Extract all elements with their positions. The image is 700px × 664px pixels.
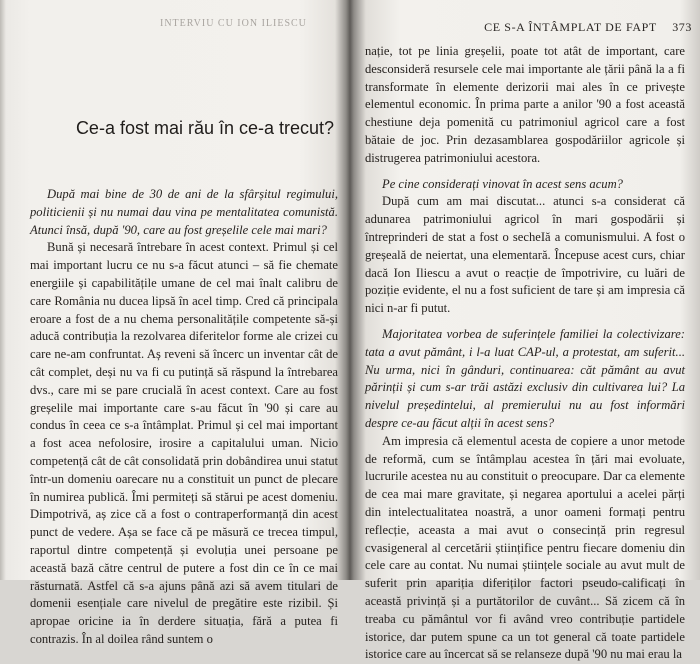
right-running-header (484, 20, 692, 35)
section-title: Ce-a fost mai rău în ce-a trecut? (75, 118, 335, 138)
right-answer-1: După cum am mai discutat... atunci s-a considerat că adunarea patrimoniului agricol în mari gospodării și întreprinderi de stat a fost o secheIă a comunismului. A fost o greșeală de neiertat, una elementară. Începuse acest curs, chiar dacă Ion Iliescu a avut o reacție de împotrivire, cu luări de poziție evidente, el nu a fost suficient de tare și am impresia că nici n-ar fi putut. (365, 194, 685, 316)
right-question-1: Pe cine considerați vinovat în acest sens acum? (382, 176, 623, 191)
left-answer: Bună și necesară întrebare în acest context. Primul și cel mai important lucru ce nu s-a făcut atunci – să fie chemate energiile și capabilitățile umane de cel mai înalt calibru de care România nu ducea lipsă în acel timp. Cred că principala eroare a fost de a nu chema personalitățile competente să-și aducă contribuția la rezolvarea diferitelor forme ale crizei cu care ne-am confruntat. Aș reveni să încerc un inventar cât de cât complet, deși nu va fi cu putință să răspund la întrebarea dvs., care mi se pare crucială în acest context. Care au fost greșelile mai importante care s-au făcut în '90 și care au condus în ceea ce s-a întâmplat. Primul și cel mai important a fost acea nefolosire, irosire a capitalului uman. Nicio competență cât de cât consolidată prin dobândirea unui statut într-un domeniu oarecare nu a constituit un punct de plecare în numirea publică. Îmi permiteți să stărui pe acest domeniu. Dimpotrivă, aș zice că a fost o contraperformanță din acest punct de vedere. Așa se face că pe măsură ce trecea timpul, raportul dintre competență și evoluția unei persoane pe această bază către centrul de putere a fost din ce în ce mai răsturnată. Astfel că s-a ajuns până azi să avem titulari de domenii esențiale care nivelul de pregătire este rizibil. Și apropae oricine ia în derdere situația, fără a putea fi contrazis. În al doilea rând suntem o (30, 240, 338, 646)
left-body (30, 186, 338, 649)
left-question: După mai bine de 30 de ani de la sfârșitul regimului, politicienii și nu numai dau vina pe mentalitatea comunistă. Atunci însă, după '90, care au fost greșelile cele mai mari? (30, 187, 338, 237)
left-running-header: INTERVIU CU ION ILIESCU (160, 18, 307, 29)
right-header-title: CE S-A ÎNTÂMPLAT DE FAPT (484, 20, 657, 34)
page-number: 373 (672, 20, 692, 34)
right-answer-2: Am impresia că elementul acesta de copiere a unor metode de reformă, cum se întâmplau acestea în țări mai evoluate, lucrurile acestea nu au constituit o preocupare. Dar ca elemente de cea mai mare gravitate, și negarea aportului a acelei părți din intelectualitatea noastră, a unor oameni formați pentru reflecție, aceasta a mai avut o consecință prin regresul cvasigeneral al cercetării științifice pentru fiecare domeniu din cele care au contat. Nu numai științele sociale au avut mult de suferit prin apariția diferiților factori pseudo-calificați în această privință și a purtătorilor de cuvânt... Să zicem că în treaba cu pământul vor fi având vreo contribuție partidele istorice, dar putem spune ca un tot general că toate partidele istorice care au încercat să se relanseze după '90 nu mai erau la (365, 433, 685, 662)
right-paragraph-continued: nație, tot pe linia greșelii, poate tot atât de important, care desconsideră resursele cele mai importante ale țării până la a fi transformate în elemente derizorii mai ales în ce privește elementul economic. În prima parte a anilor '90 a fost această chestiune deja pomenită cu patrimoniul agricol care a fost bătaie de joc. Prin dezasamblarea gospodăriilor agricole și distrugerea patrimoniului acestora. (365, 44, 685, 165)
right-body (365, 43, 685, 664)
right-question-2: Majoritatea vorbea de suferințele familiei la colectivizare: tata a avut pământ, i l-a luat CAP-ul, a protestat, am suferit... Nu urma, nici în gânduri, continuarea: căt pământ au avut părinții și cum s-ar trăi astăzi exclusiv din cultivarea lui? La nivelul președintelui, al premierului nu au fost informări despre ce-au făcut alții în acest sens? (365, 326, 685, 430)
